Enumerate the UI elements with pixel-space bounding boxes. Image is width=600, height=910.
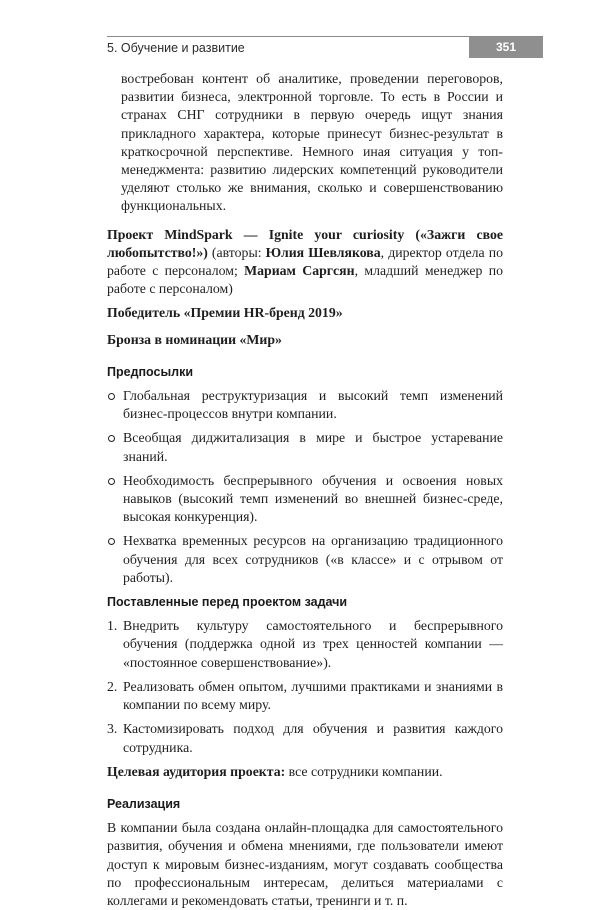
list-item-text: Внедрить культуру самостоятельного и беспрерывного обучения (поддержка одной из трех ценностей компании — «постоянное совершенствование»). xyxy=(123,618,503,670)
award-bronze-text: Бронза в номинации «Мир» xyxy=(107,331,282,347)
author-1-name: Юлия Шевлякова xyxy=(265,244,381,260)
list-item xyxy=(107,532,503,587)
tasks-list xyxy=(107,617,503,756)
tasks-heading: Поставленные перед проектом задачи xyxy=(107,595,348,610)
list-item xyxy=(107,472,503,527)
award-winner-text: Победитель «Премии HR-бренд 2019» xyxy=(107,305,343,321)
list-item xyxy=(107,429,503,465)
list-item-text: Глобальная реструктуризация и высокий темп изменений бизнес-процессов внутри компании. xyxy=(123,388,503,422)
list-item-text: Необходимость беспрерывного обучения и освоения новых навыков (высокий темп изменений во внешней бизнес-среде, высокая конкуренция). xyxy=(123,472,503,525)
list-item-text: Реализовать обмен опытом, лучшими практиками и знаниями в компании по всему миру. xyxy=(123,678,503,713)
project-title-paragraph xyxy=(107,226,503,299)
list-item-text: Нехватка временных ресурсов на организацию традиционного обучения для всех сотрудников («в классе» и с отрывом от работы). xyxy=(123,533,503,585)
author-2-role: , младший менеджер по работе с персоналом) xyxy=(107,263,503,297)
project-title: Проект MindSpark — Ignite your curiosity («Зажги свое любопытство!») xyxy=(107,226,503,260)
target-audience xyxy=(107,763,503,781)
list-item xyxy=(107,678,503,714)
authors-prefix: (авторы: xyxy=(207,244,266,260)
chapter-title: 5. Обучение и развитие xyxy=(107,41,245,55)
list-number: 2. xyxy=(107,678,118,694)
page-content xyxy=(107,70,503,910)
page-number: 351 xyxy=(469,37,543,58)
running-header xyxy=(107,36,543,59)
bullet-circle-icon xyxy=(108,478,115,485)
bullet-circle-icon xyxy=(108,435,115,442)
prerequisites-heading: Предпосылки xyxy=(107,364,194,379)
implementation-paragraph: В компании была создана онлайн-площадка для самостоятельного развития, обучения и обмена мнениями, где пользователи имеют доступ к мировым бизнес-изданиям, могут создавать сообщества по профессиональным интересам, делиться материалами с коллегами и рекомендовать статьи, тренинги и т. п. xyxy=(107,820,503,908)
author-2-name: Мариам Саргсян xyxy=(244,263,355,279)
award-bronze xyxy=(107,331,503,349)
list-item-text: Кастомизировать подход для обучения и развития каждого сотрудника. xyxy=(123,721,503,755)
target-audience-value: все сотрудники компании. xyxy=(285,763,443,779)
implementation-heading: Реализация xyxy=(107,796,181,811)
list-item-text: Всеобщая диджитализация в мире и быстрое устаревание знаний. xyxy=(123,430,503,464)
author-1-role: , директор отдела по работе с персоналом; xyxy=(107,244,503,279)
target-audience-label: Целевая аудитория проекта: xyxy=(107,763,286,779)
list-item xyxy=(107,720,503,756)
list-item xyxy=(107,387,503,423)
list-number: 3. xyxy=(107,721,118,737)
intro-paragraph: востребован контент об аналитике, проведении переговоров, развитии бизнеса, электронной торговле. То есть в России и странах СНГ сотрудники в первую очередь ищут знания прикладного характера, которые принесут бизнес-результат в краткосрочной перспективе. Немного иная ситуация у топ-менеджмента: развитию лидерских компетенций руководители уделяют столько же внимания, сколько и совершенствованию функциональных. xyxy=(121,71,503,214)
bullet-circle-icon xyxy=(108,393,115,400)
prerequisites-list xyxy=(107,387,503,587)
list-item xyxy=(107,617,503,672)
award-winner xyxy=(107,304,503,322)
bullet-circle-icon xyxy=(108,538,115,545)
list-number: 1. xyxy=(107,618,118,634)
